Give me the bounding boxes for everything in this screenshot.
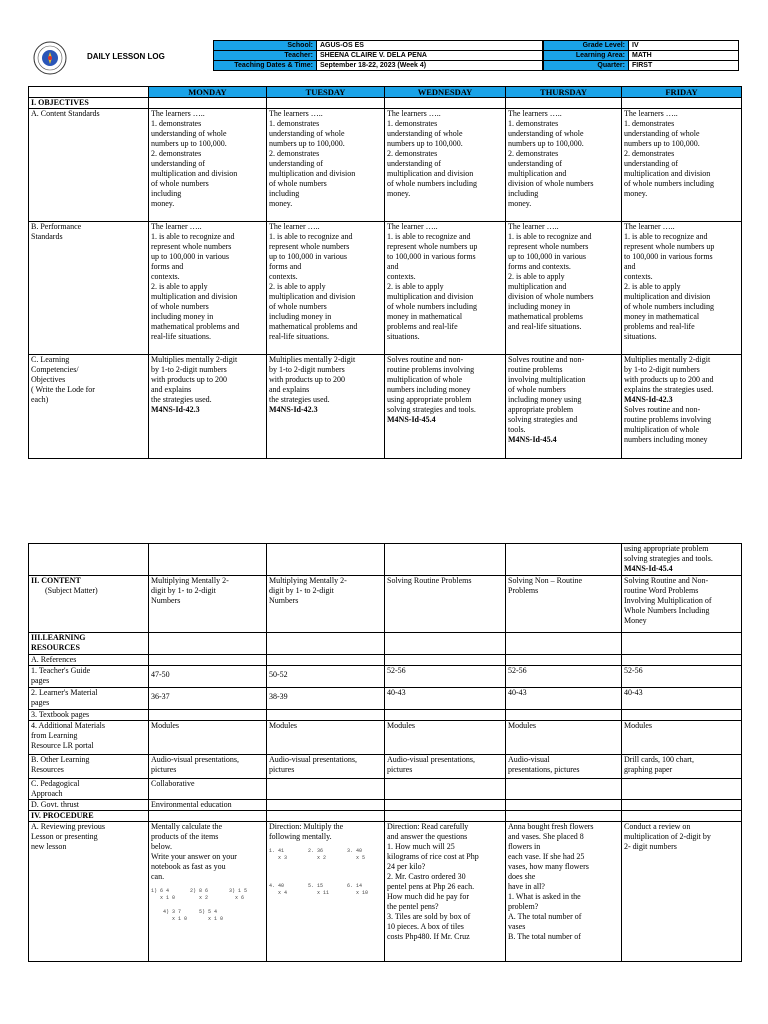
dates-label: Teaching Dates & Time: bbox=[214, 61, 317, 71]
review-thursday: Anna bought fresh flowers and vases. She placed 8 flowers in each vase. If she had 25 vases, how many flowers does she have in all? 1. What is asked in the problem? A. The total number of vases B. The total number of bbox=[506, 822, 622, 962]
content-heading: II. CONTENT bbox=[31, 576, 81, 585]
day-thursday: THURSDAY bbox=[506, 87, 622, 98]
performance-standards-friday: The learner ….. 1. is able to recognize and represent whole numbers up to 100,000 in various forms and contexts. 2. is able to apply multiplication and division of whole numbers including money in mathematical problems and real-life situations. bbox=[622, 222, 742, 355]
review-wednesday: Direction: Read carefully and answer the questions 1. How much will 25 kilograms of rice cost at Php 24 per kilo? 2. Mr. Castro ordered 30 pentel pens at Php 26 each. How much did he pay for the pentel pens? 3. Tiles are sold by box of 10 pieces. A box of tiles costs Php480. If Mr. Cruz bbox=[385, 822, 506, 962]
other-wednesday: Audio-visual presentations, pictures bbox=[385, 755, 506, 779]
competencies-friday bbox=[622, 355, 742, 459]
monday-multiplication-problems: 1) 6 4 2) 8 6 3) 1 5 x 1 0 x 2 x 6 4) 3 7 5) 5 4 x 1 0 x 1 0 bbox=[151, 888, 248, 922]
performance-standards-monday: The learner ….. 1. is able to recognize and represent whole numbers up to 100,000 in various forms and contexts. 2. is able to apply multiplication and division of whole numbers including money in mathematical problems and real-life situations. bbox=[149, 222, 267, 355]
references-row bbox=[29, 655, 742, 666]
carry-over-row bbox=[29, 544, 742, 576]
pedagogical-label: C. Pedagogical Approach bbox=[29, 779, 149, 800]
additional-tuesday: Modules bbox=[267, 721, 385, 755]
other-friday: Drill cards, 100 chart, graphing paper bbox=[622, 755, 742, 779]
competency-text: Multiplies mentally 2-digit by 1-to 2-digit numbers with products up to 200 and explains the strategies used. bbox=[151, 355, 238, 404]
day-header-row bbox=[29, 87, 742, 98]
learning-resources-row bbox=[29, 633, 742, 655]
performance-standards-label: B. Performance Standards bbox=[29, 222, 149, 355]
grade-value: IV bbox=[629, 41, 739, 51]
competencies-thursday bbox=[506, 355, 622, 459]
tg-wednesday: 52-56 bbox=[385, 666, 506, 688]
competencies-row bbox=[29, 355, 742, 459]
tg-tuesday: 50-52 bbox=[267, 666, 385, 688]
teacher-label: Teacher: bbox=[214, 51, 317, 61]
pedagogical-monday: Collaborative bbox=[149, 779, 267, 800]
competency-code: M4NS-Id-45.4 bbox=[508, 435, 557, 444]
textbook-label: 3. Textbook pages bbox=[29, 710, 149, 721]
tg-friday: 52-56 bbox=[622, 666, 742, 688]
carry-over-code: M4NS-Id-45.4 bbox=[624, 564, 673, 573]
competencies-monday bbox=[149, 355, 267, 459]
review-tuesday bbox=[267, 822, 385, 962]
additional-wednesday: Modules bbox=[385, 721, 506, 755]
tuesday-multiplication-problems: 1. 41 2. 36 3. 40 x 3 x 2 x 5 4. 40 5. 15 6. 14 x 4 x 11 x 10 bbox=[269, 848, 369, 896]
header-info-left bbox=[213, 40, 543, 71]
learners-material-label: 2. Learner's Material pages bbox=[29, 688, 149, 710]
other-resources-row bbox=[29, 755, 742, 779]
additional-materials-label: 4. Additional Materials from Learning Resource LR portal bbox=[29, 721, 149, 755]
competency-code: M4NS-Id-45.4 bbox=[387, 415, 436, 424]
objectives-row bbox=[29, 98, 742, 109]
performance-standards-row bbox=[29, 222, 742, 355]
additional-monday: Modules bbox=[149, 721, 267, 755]
content-standards-row bbox=[29, 109, 742, 222]
grade-label: Grade Level: bbox=[544, 41, 629, 51]
review-friday: Conduct a review on multiplication of 2-digit by 2- digit numbers bbox=[622, 822, 742, 962]
other-tuesday: Audio-visual presentations, pictures bbox=[267, 755, 385, 779]
learners-material-row bbox=[29, 688, 742, 710]
tg-monday: 47-50 bbox=[149, 666, 267, 688]
performance-standards-thursday: The learner ….. 1. is able to recognize and represent whole numbers up to 100,000 in various forms and contexts. 2. is able to apply multiplication and division of whole numbers including money in mathematical problems and real-life situations. bbox=[506, 222, 622, 355]
tg-thursday: 52-56 bbox=[506, 666, 622, 688]
content-wednesday: Solving Routine Problems bbox=[385, 576, 506, 633]
procedure-row bbox=[29, 811, 742, 822]
carry-over-friday bbox=[622, 544, 742, 576]
content-standards-label: A. Content Standards bbox=[29, 109, 149, 222]
content-standards-monday: The learners ….. 1. demonstrates understanding of whole numbers up to 100,000. 2. demonstrates understanding of multiplication and division of whole numbers including money. bbox=[149, 109, 267, 222]
quarter-value: FIRST bbox=[629, 61, 739, 71]
competency-text-2: Solves routine and non- routine problems involving multiplication of whole numbers including money bbox=[624, 405, 712, 444]
procedure-heading: IV. PROCEDURE bbox=[29, 811, 149, 822]
competencies-tuesday bbox=[267, 355, 385, 459]
lesson-table-page1 bbox=[28, 86, 742, 459]
other-resources-label: B. Other Learning Resources bbox=[29, 755, 149, 779]
lm-wednesday: 40-43 bbox=[385, 688, 506, 710]
content-row bbox=[29, 576, 742, 633]
review-label: A. Reviewing previous Lesson or presenting new lesson bbox=[29, 822, 149, 962]
competency-code: M4NS-Id-42.3 bbox=[624, 395, 673, 404]
performance-standards-tuesday: The learner ….. 1. is able to recognize and represent whole numbers up to 100,000 in various forms and contexts. 2. is able to apply multiplication and division of whole numbers including money in mathematical problems and real-life situations. bbox=[267, 222, 385, 355]
school-value: AGUS-OS ES bbox=[317, 41, 543, 51]
competency-text: Multiplies mentally 2-digit by 1-to 2-digit numbers with products up to 200 and explains the strategies used. bbox=[269, 355, 356, 404]
corner-cell bbox=[29, 87, 149, 98]
lesson-table-page2 bbox=[28, 543, 742, 962]
lm-tuesday: 38-39 bbox=[267, 688, 385, 710]
header-info-right bbox=[543, 40, 739, 71]
govt-thrust-monday: Environmental education bbox=[149, 800, 267, 811]
competency-code: M4NS-Id-42.3 bbox=[269, 405, 318, 414]
content-monday: Multiplying Mentally 2- digit by 1- to 2-digit Numbers bbox=[149, 576, 267, 633]
area-label: Learning Area: bbox=[544, 51, 629, 61]
review-tuesday-text: Direction: Multiply the following mentally. bbox=[269, 822, 344, 841]
content-subheading: (Subject Matter) bbox=[45, 586, 98, 595]
objectives-heading: I. OBJECTIVES bbox=[29, 98, 149, 109]
govt-thrust-row bbox=[29, 800, 742, 811]
carry-over-text: using appropriate problem solving strategies and tools. bbox=[624, 544, 713, 563]
day-wednesday: WEDNESDAY bbox=[385, 87, 506, 98]
day-monday: MONDAY bbox=[149, 87, 267, 98]
review-monday bbox=[149, 822, 267, 962]
content-friday: Solving Routine and Non- routine Word Problems Involving Multiplication of Whole Numbers Including Money bbox=[622, 576, 742, 633]
learning-resources-heading: III.LEARNING RESOURCES bbox=[29, 633, 149, 655]
competency-text: Solves routine and non- routine problems involving multiplication of whole numbers including money using appropriate problem solving strategies and tools. bbox=[508, 355, 586, 434]
content-standards-thursday: The learners ….. 1. demonstrates understanding of whole numbers up to 100,000. 2. demonstrates understanding of multiplication and division of whole numbers including money. bbox=[506, 109, 622, 222]
review-monday-text: Mentally calculate the products of the items below. Write your answer on your notebook as fast as you can. bbox=[151, 822, 237, 881]
competencies-label: C. Learning Competencies/ Objectives ( Write the Lode for each) bbox=[29, 355, 149, 459]
govt-thrust-label: D. Govt. thrust bbox=[29, 800, 149, 811]
teacher-value: SHEENA CLAIRE V. DELA PENA bbox=[317, 51, 543, 61]
teachers-guide-row bbox=[29, 666, 742, 688]
references-label: A. References bbox=[29, 655, 149, 666]
other-monday: Audio-visual presentations, pictures bbox=[149, 755, 267, 779]
lm-monday: 36-37 bbox=[149, 688, 267, 710]
competencies-wednesday bbox=[385, 355, 506, 459]
lm-friday: 40-43 bbox=[622, 688, 742, 710]
content-tuesday: Multiplying Mentally 2- digit by 1- to 2-digit Numbers bbox=[267, 576, 385, 633]
area-value: MATH bbox=[629, 51, 739, 61]
additional-friday: Modules bbox=[622, 721, 742, 755]
lm-thursday: 40-43 bbox=[506, 688, 622, 710]
school-label: School: bbox=[214, 41, 317, 51]
content-standards-tuesday: The learners ….. 1. demonstrates understanding of whole numbers up to 100,000. 2. demonstrates understanding of multiplication and division of whole numbers including money. bbox=[267, 109, 385, 222]
competency-text: Multiplies mentally 2-digit by 1-to 2-digit numbers with products up to 200 and explains the strategies used. bbox=[624, 355, 714, 394]
quarter-label: Quarter: bbox=[544, 61, 629, 71]
day-friday: FRIDAY bbox=[622, 87, 742, 98]
content-standards-friday: The learners ….. 1. demonstrates understanding of whole numbers up to 100,000. 2. demonstrates understanding of multiplication and division of whole numbers including money. bbox=[622, 109, 742, 222]
additional-thursday: Modules bbox=[506, 721, 622, 755]
content-label-cell bbox=[29, 576, 149, 633]
competency-code: M4NS-Id-42.3 bbox=[151, 405, 200, 414]
day-tuesday: TUESDAY bbox=[267, 87, 385, 98]
dates-value: September 18-22, 2023 (Week 4) bbox=[317, 61, 543, 71]
teachers-guide-label: 1. Teacher's Guide pages bbox=[29, 666, 149, 688]
additional-materials-row bbox=[29, 721, 742, 755]
performance-standards-wednesday: The learner ….. 1. is able to recognize and represent whole numbers up to 100,000 in various forms and contexts. 2. is able to apply multiplication and division of whole numbers including money in mathematical problems and real-life situations. bbox=[385, 222, 506, 355]
competency-text: Solves routine and non- routine problems involving multiplication of whole numbers including money using appropriate problem solving strategies and tools. bbox=[387, 355, 476, 414]
content-standards-wednesday: The learners ….. 1. demonstrates understanding of whole numbers up to 100,000. 2. demonstrates understanding of multiplication and division of whole numbers including money. bbox=[385, 109, 506, 222]
textbook-row bbox=[29, 710, 742, 721]
other-thursday: Audio-visual presentations, pictures bbox=[506, 755, 622, 779]
content-thursday: Solving Non – Routine Problems bbox=[506, 576, 622, 633]
review-row bbox=[29, 822, 742, 962]
deped-seal-logo bbox=[33, 41, 67, 75]
daily-lesson-log-title: DAILY LESSON LOG bbox=[87, 52, 165, 61]
pedagogical-row bbox=[29, 779, 742, 800]
